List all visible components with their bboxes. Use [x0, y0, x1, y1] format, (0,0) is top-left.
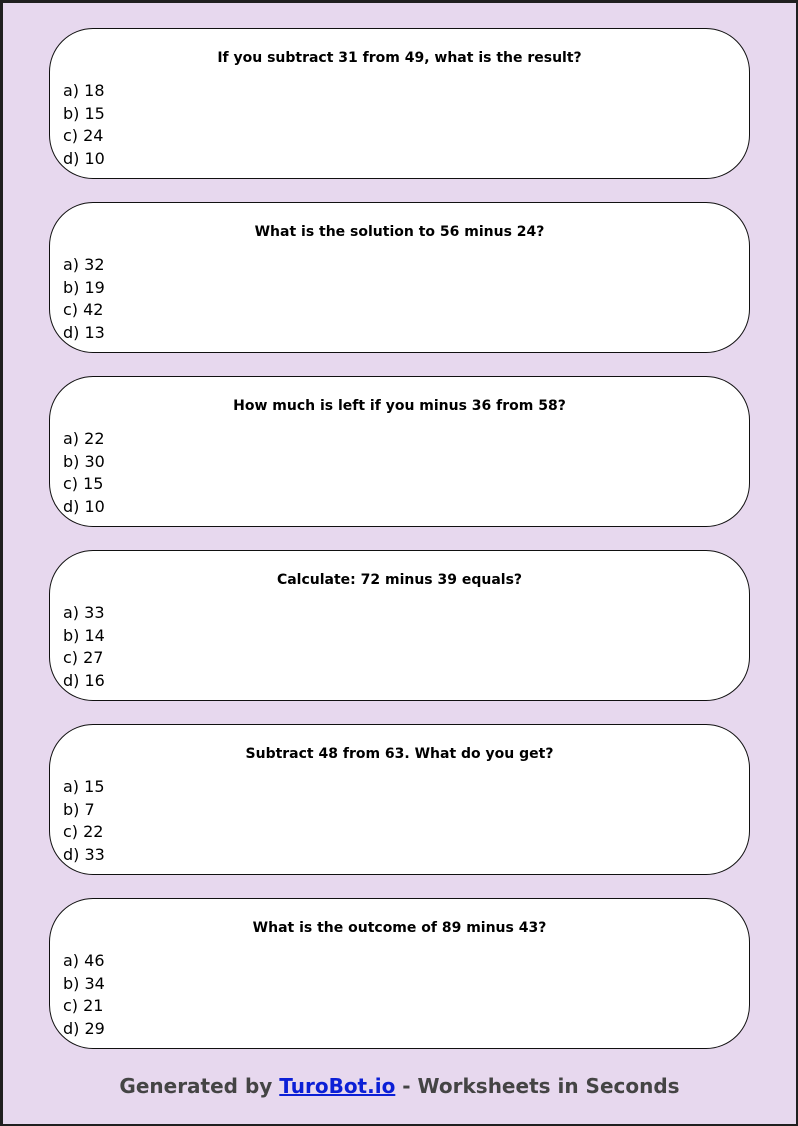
question-card-1: [49, 28, 750, 179]
turobot-link[interactable]: TuroBot.io: [279, 1074, 396, 1098]
answer-option: c) 15: [63, 474, 104, 494]
answer-option: b) 30: [63, 451, 105, 471]
question-card-6: [49, 898, 750, 1049]
answer-option: c) 42: [63, 300, 104, 320]
worksheet-page: [3, 3, 796, 1124]
answer-option: a) 46: [63, 951, 105, 970]
answer-option: a) 15: [63, 777, 105, 796]
answer-option: d) 29: [63, 1018, 105, 1038]
answer-options: [63, 950, 105, 1040]
answer-option: b) 7: [63, 799, 95, 819]
answer-option: a) 32: [63, 255, 105, 274]
question-card-3: [49, 376, 750, 527]
footer-suffix: - Worksheets in Seconds: [395, 1074, 680, 1098]
question-text: How much is left if you minus 36 from 58?: [233, 398, 566, 414]
question-card-5: [49, 724, 750, 875]
answer-option: c) 27: [63, 648, 104, 668]
answer-option: d) 16: [63, 670, 105, 690]
answer-option: b) 15: [63, 103, 105, 123]
footer: [3, 1074, 796, 1098]
answer-options: [63, 80, 105, 170]
answer-option: d) 33: [63, 844, 105, 864]
answer-option: b) 34: [63, 973, 105, 993]
answer-option: c) 21: [63, 996, 104, 1016]
footer-prefix: Generated by: [119, 1074, 280, 1098]
answer-options: [63, 428, 105, 518]
answer-option: d) 10: [63, 496, 105, 516]
question-text: Calculate: 72 minus 39 equals?: [276, 572, 523, 588]
answer-options: [63, 254, 105, 344]
answer-option: a) 33: [63, 603, 105, 622]
answer-option: c) 22: [63, 822, 104, 842]
answer-options: [63, 776, 105, 866]
answer-option: d) 10: [63, 148, 105, 168]
answer-option: a) 18: [63, 81, 105, 100]
answer-option: b) 14: [63, 625, 105, 645]
question-card-2: [49, 202, 750, 353]
answer-option: c) 24: [63, 126, 104, 146]
answer-option: d) 13: [63, 322, 105, 342]
answer-option: a) 22: [63, 429, 105, 448]
question-text: What is the solution to 56 minus 24?: [254, 224, 545, 240]
question-text: What is the outcome of 89 minus 43?: [252, 920, 547, 936]
question-text: If you subtract 31 from 49, what is the result?: [217, 50, 582, 66]
answer-option: b) 19: [63, 277, 105, 297]
question-text: Subtract 48 from 63. What do you get?: [245, 746, 554, 762]
question-card-4: [49, 550, 750, 701]
answer-options: [63, 602, 105, 692]
